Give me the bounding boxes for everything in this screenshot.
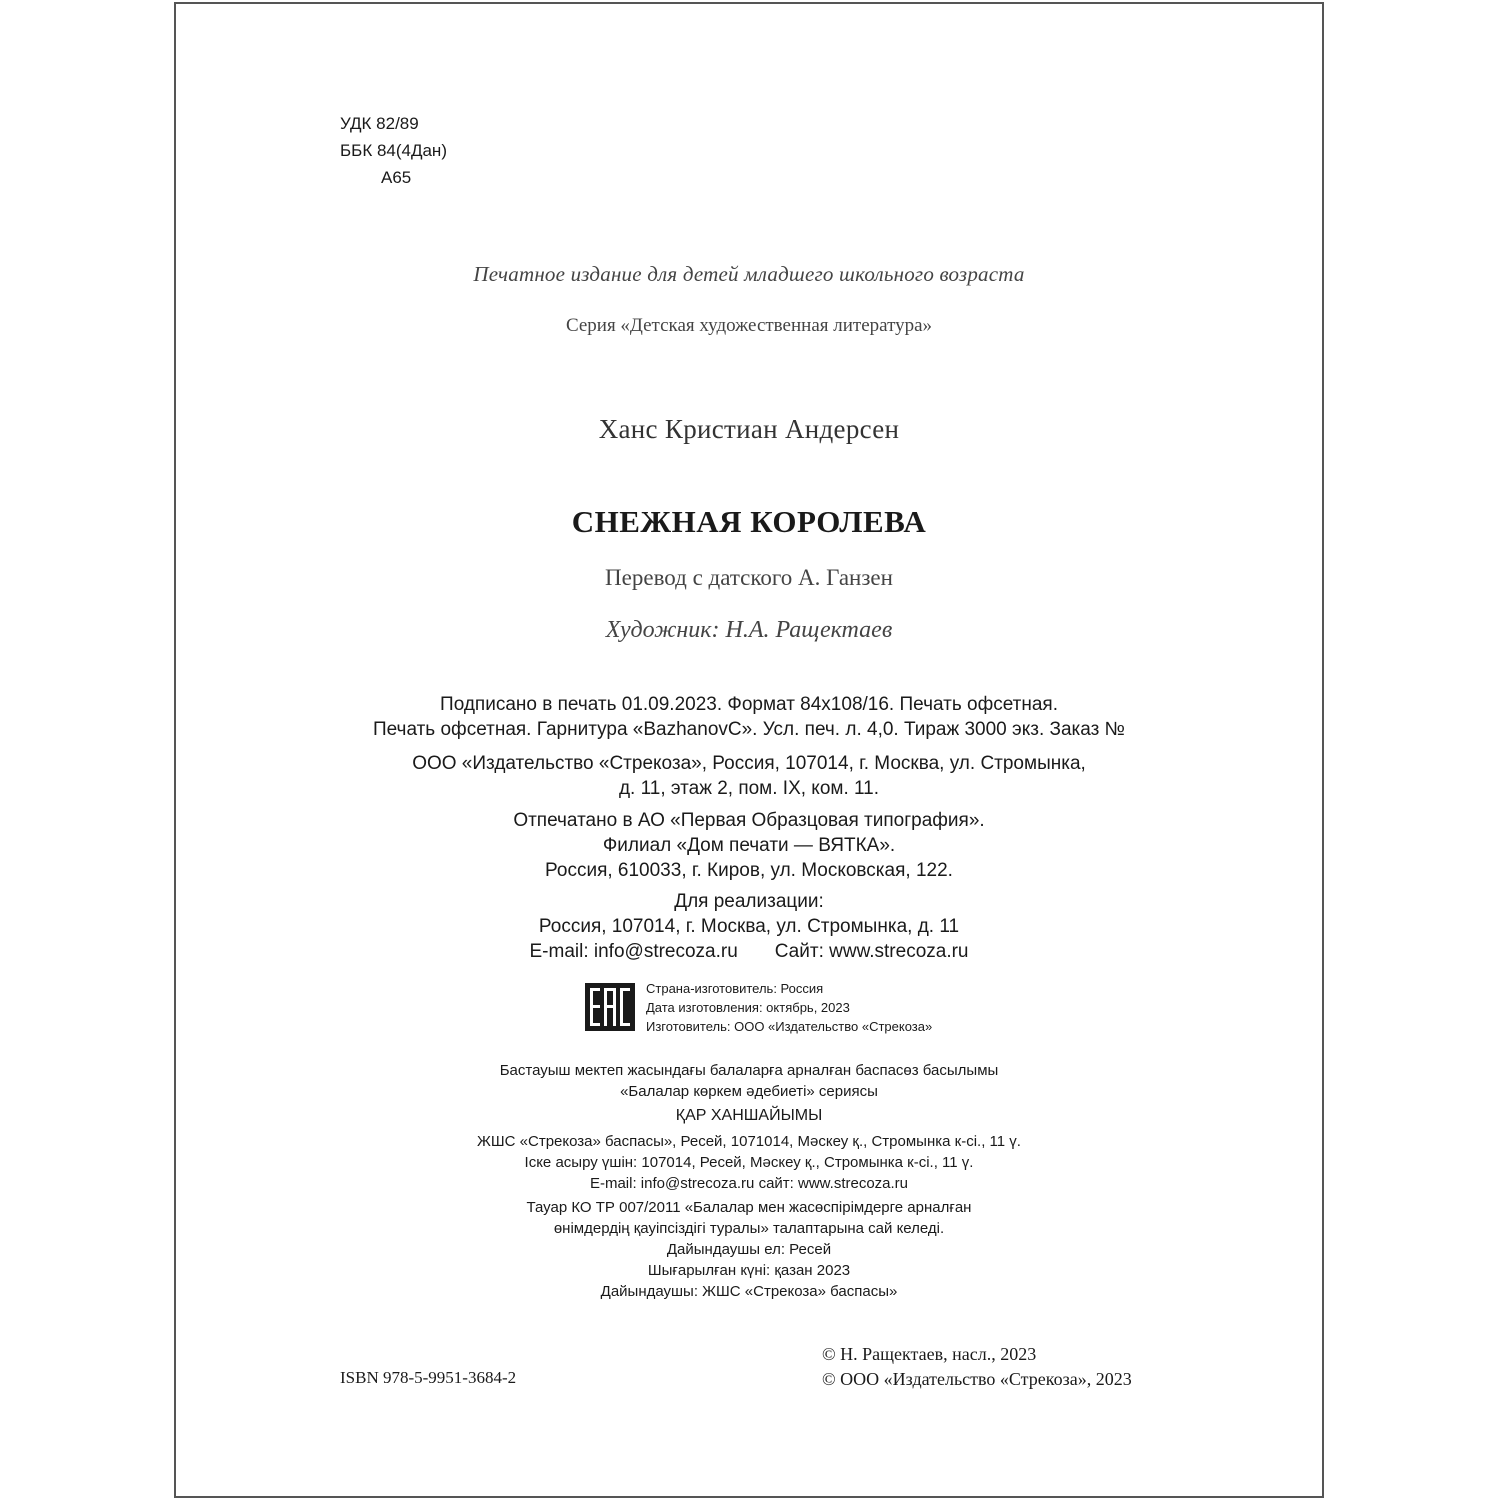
kazakh-series: «Балалар көркем әдебиеті» сериясы — [620, 1083, 878, 1100]
distribution-line: Для реализации: — [674, 891, 824, 912]
manufacturer-info — [646, 979, 932, 1036]
distribution-line: Россия, 107014, г. Москва, ул. Стромынка, д. 11 — [538, 916, 960, 937]
kazakh-compliance-line: өнімдердің қауіпсіздігі туралы» талаптарына сай келеді. — [553, 1220, 945, 1237]
catalog-codes — [340, 110, 447, 191]
copyright-block — [822, 1342, 1132, 1392]
distribution-info — [176, 889, 1322, 964]
kazakh-header — [176, 1060, 1322, 1129]
page — [174, 2, 1324, 1498]
book-author: Ханс Кристиан Андерсен — [598, 414, 900, 444]
kazakh-audience: Бастауыш мектеп жасындағы балаларға арналған баспасөз басылымы — [499, 1062, 999, 1079]
print-info-line: Печать офсетная. Гарнитура «BazhanovC». Усл. печ. л. 4,0. Тираж 3000 экз. Заказ № — [372, 719, 1126, 740]
kazakh-publisher-line: E-mail: info@strecoza.ru сайт: www.strecoza.ru — [589, 1175, 909, 1192]
kazakh-publisher-line: Іске асыру үшін: 107014, Ресей, Мәскеу қ., Стромынка к-сі., 11 ү. — [524, 1154, 974, 1171]
kazakh-publisher — [176, 1131, 1322, 1194]
publisher-line: ООО «Издательство «Стрекоза», Россия, 107014, г. Москва, ул. Стромынка, — [412, 753, 1086, 774]
publisher-info — [176, 751, 1322, 801]
printer-line: Россия, 610033, г. Киров, ул. Московская, 122. — [545, 860, 953, 881]
kazakh-compliance-line: Дайындаушы: ЖШС «Стрекоза» баспасы» — [600, 1283, 898, 1300]
printer-info — [176, 808, 1322, 883]
printer-line: Отпечатано в АО «Первая Образцовая типография». — [513, 810, 985, 831]
copyright-line: © ООО «Издательство «Стрекоза», 2023 — [822, 1369, 1132, 1389]
print-info — [176, 692, 1322, 742]
book-artist: Художник: Н.А. Ращектаев — [605, 617, 893, 643]
kazakh-compliance — [176, 1197, 1322, 1302]
kazakh-compliance-line: Шығарылған күні: қазан 2023 — [647, 1262, 851, 1279]
printer-line: Филиал «Дом печати — ВЯТКА». — [602, 835, 896, 856]
contact-line: E-mail: info@strecoza.ru Сайт: www.strecoza.ru — [529, 941, 969, 962]
kazakh-title: ҚАР ХАНШАЙЫМЫ — [675, 1107, 823, 1124]
kazakh-publisher-line: ЖШС «Стрекоза» баспасы», Ресей, 1071014, Мәскеу қ., Стромынка к-сі., 11 ү. — [477, 1133, 1021, 1150]
kazakh-compliance-line: Тауар КО ТР 007/2011 «Балалар мен жасөспірімдерге арналған — [526, 1199, 972, 1216]
audience-note: Печатное издание для детей младшего школьного возраста — [473, 262, 1025, 286]
isbn: ISBN 978-5-9951-3684-2 — [340, 1368, 517, 1387]
series-name: Серия «Детская художественная литература» — [565, 315, 933, 336]
eac-mark-icon — [585, 983, 635, 1031]
udk-code: УДК 82/89 — [340, 114, 419, 133]
book-title: СНЕЖНАЯ КОРОЛЕВА — [571, 504, 927, 539]
manufacturer-line: Изготовитель: ООО «Издательство «Стрекоза» — [646, 1019, 933, 1034]
copyright-line: © Н. Ращектаев, насл., 2023 — [822, 1344, 1037, 1364]
manufacturer-line: Страна-изготовитель: Россия — [646, 981, 824, 996]
book-translator: Перевод с датского А. Ганзен — [605, 565, 893, 590]
kazakh-compliance-line: Дайындаушы ел: Ресей — [666, 1241, 832, 1258]
publisher-line: д. 11, этаж 2, пом. IX, ком. 11. — [618, 778, 880, 799]
bbk-code: ББК 84(4Дан) — [340, 141, 447, 160]
print-info-line: Подписано в печать 01.09.2023. Формат 84x108/16. Печать офсетная. — [440, 694, 1058, 715]
manufacturer-line: Дата изготовления: октябрь, 2023 — [646, 1000, 850, 1015]
author-mark: А65 — [381, 168, 412, 187]
